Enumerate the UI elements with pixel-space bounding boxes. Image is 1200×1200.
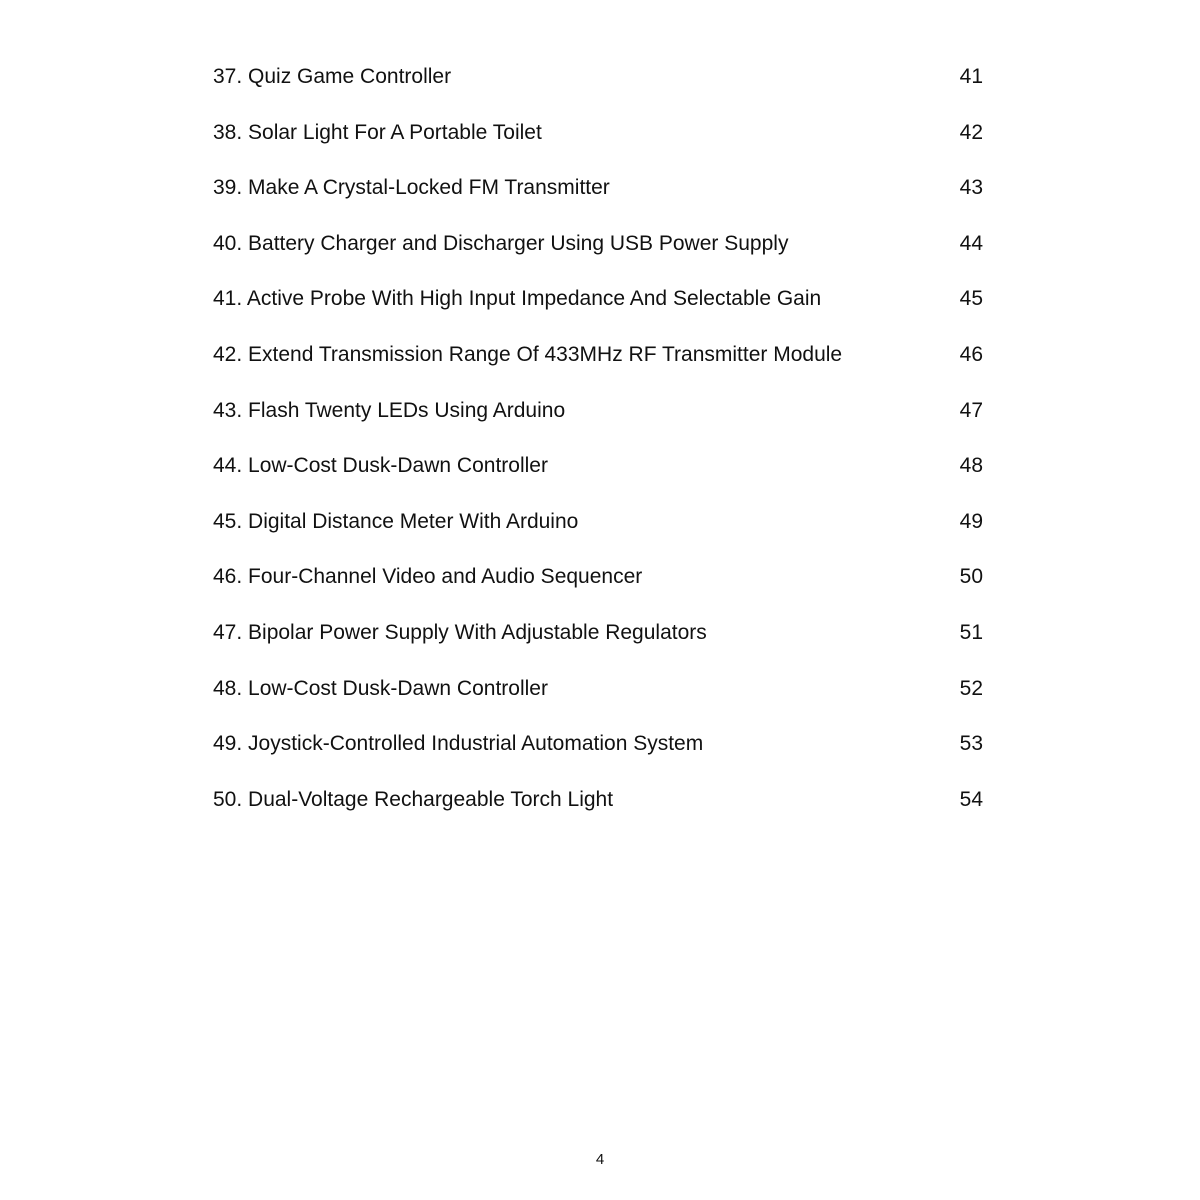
toc-entry-page: 50 bbox=[959, 565, 983, 589]
toc-entry-page: 51 bbox=[959, 620, 983, 644]
toc-entry-title: 50. Dual-Voltage Rechargeable Torch Light bbox=[213, 787, 614, 811]
toc-entry[interactable] bbox=[213, 342, 983, 368]
toc-entry[interactable] bbox=[213, 398, 983, 424]
toc-entry-page: 42 bbox=[959, 120, 983, 144]
toc-entry-title: 40. Battery Charger and Discharger Using USB Power Supply bbox=[213, 231, 789, 255]
toc-entry[interactable] bbox=[213, 231, 983, 257]
toc-entry-title: 41. Active Probe With High Input Impedance And Selectable Gain bbox=[213, 287, 822, 311]
table-of-contents bbox=[213, 64, 983, 842]
toc-entry-page: 43 bbox=[959, 176, 983, 200]
toc-entry-title: 47. Bipolar Power Supply With Adjustable Regulators bbox=[213, 620, 707, 644]
toc-entry-page: 54 bbox=[959, 787, 983, 811]
toc-entry[interactable] bbox=[213, 564, 983, 590]
toc-entry[interactable] bbox=[213, 120, 983, 146]
toc-entry-page: 44 bbox=[959, 231, 983, 255]
toc-entry-page: 47 bbox=[959, 398, 983, 422]
toc-entry-title: 48. Low-Cost Dusk-Dawn Controller bbox=[213, 676, 548, 700]
toc-entry-page: 49 bbox=[959, 509, 983, 533]
footer-page-number: 4 bbox=[595, 1151, 605, 1168]
toc-entry-page: 53 bbox=[959, 732, 983, 756]
toc-entry-title: 45. Digital Distance Meter With Arduino bbox=[213, 509, 579, 533]
toc-entry-title: 37. Quiz Game Controller bbox=[213, 65, 452, 88]
toc-entry-title: 44. Low-Cost Dusk-Dawn Controller bbox=[213, 454, 548, 478]
toc-entry[interactable] bbox=[213, 175, 983, 201]
toc-entry-title: 42. Extend Transmission Range Of 433MHz RF Transmitter Module bbox=[213, 342, 843, 366]
toc-entry-title: 43. Flash Twenty LEDs Using Arduino bbox=[213, 398, 566, 422]
toc-entry-page: 45 bbox=[959, 287, 983, 311]
toc-entry[interactable] bbox=[213, 787, 983, 813]
toc-entry-title: 38. Solar Light For A Portable Toilet bbox=[213, 120, 542, 144]
toc-entry-page: 52 bbox=[959, 676, 983, 700]
toc-entry-page: 46 bbox=[959, 342, 983, 366]
toc-entry-title: 49. Joystick-Controlled Industrial Automation System bbox=[213, 732, 704, 756]
toc-entry[interactable] bbox=[213, 509, 983, 535]
toc-entry[interactable] bbox=[213, 731, 983, 757]
toc-entry-page: 48 bbox=[959, 454, 983, 478]
toc-entry-page: 41 bbox=[959, 65, 983, 88]
toc-entry[interactable] bbox=[213, 620, 983, 646]
toc-entry[interactable] bbox=[213, 676, 983, 702]
toc-entry[interactable] bbox=[213, 453, 983, 479]
toc-entry[interactable] bbox=[213, 64, 983, 90]
toc-entry[interactable] bbox=[213, 286, 983, 312]
toc-entry-title: 39. Make A Crystal-Locked FM Transmitter bbox=[213, 176, 610, 200]
toc-entry-title: 46. Four-Channel Video and Audio Sequencer bbox=[213, 565, 643, 589]
